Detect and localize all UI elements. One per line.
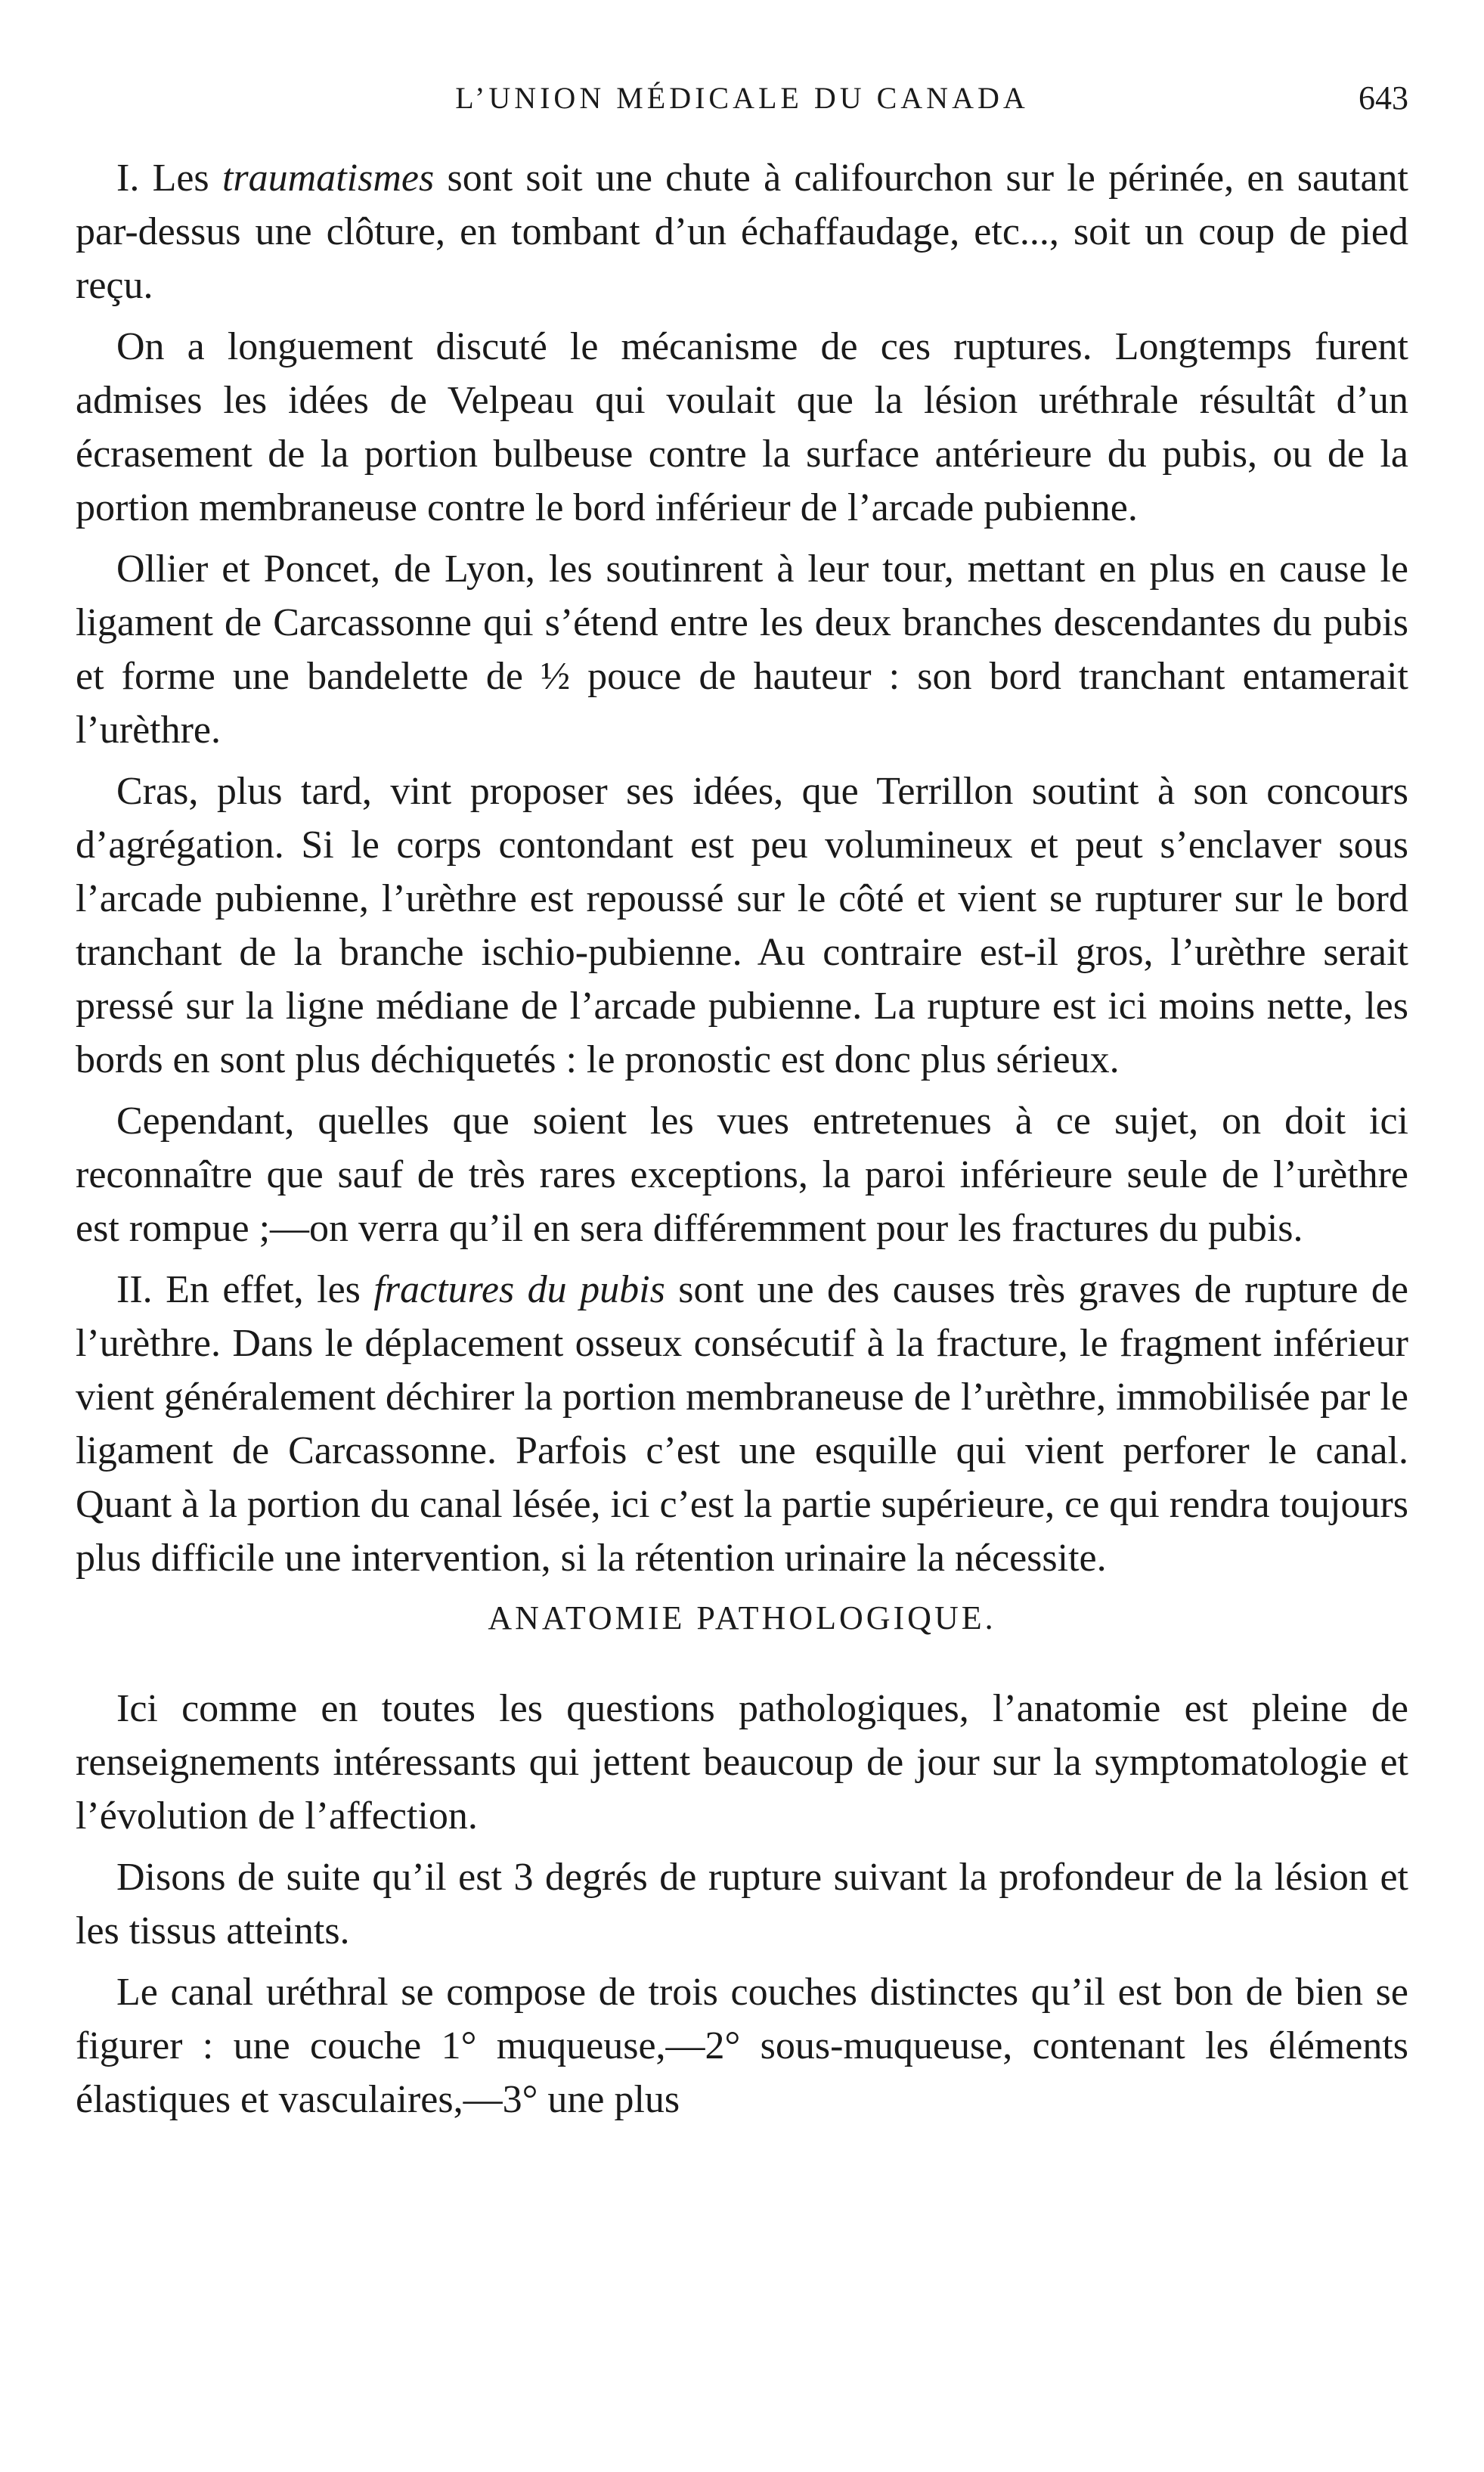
text-run: I. Les — [116, 157, 222, 200]
paragraph — [76, 151, 1408, 312]
article-body — [76, 151, 1408, 2126]
paragraph: Ici comme en toutes les questions pathologiques, l’anatomie est pleine de renseignements intéressants qui jettent beaucoup de jour sur la symptomatologie et l’évolution de l’affection. — [76, 1687, 1408, 1838]
paragraph: Le canal uréthral se compose de trois couches distinctes qu’il est bon de bien se figurer : une couche 1° muqueuse,—2° sous-muqueuse, contenant les éléments élastiques et vasculaires,—3° une plus — [76, 1971, 1408, 2121]
section-heading: ANATOMIE PATHOLOGIQUE. — [488, 1599, 996, 1636]
journal-title: L’UNION MÉDICALE DU CANADA — [455, 81, 1029, 115]
text-run: sont une des causes très graves de rupture de l’urèthre. Dans le déplacement osseux consécutif à la fracture, le fragment inférieur vient généralement déchirer la portion membraneuse de l’urèthre, immobilisée par le ligament de Carcassonne. Parfois c’est une esquille qui vient perforer le canal. Quant à la portion du canal lésée, ici c’est la partie supérieure, ce qui rendra toujours plus difficile une intervention, si la rétention urinaire la nécessite. — [76, 1268, 1408, 1580]
text-run: sont soit une chute à califourchon sur le périnée, en sautant par-dessus une clôture, en tombant d’un échaffaudage, etc..., soit un coup de pied reçu. — [76, 157, 1408, 307]
text-run: II. En effet, les — [116, 1268, 374, 1311]
paragraph: On a longuement discuté le mécanisme de ces ruptures. Longtemps furent admises les idées de Velpeau qui voulait que la lésion uréthrale résultât d’un écrasement de la portion bulbeuse contre la surface antérieure du pubis, ou de la portion membraneuse contre le bord inférieur de l’arcade pubienne. — [76, 325, 1408, 529]
italic-term: fractures du pubis — [373, 1268, 665, 1311]
paragraph: Disons de suite qu’il est 3 degrés de rupture suivant la profondeur de la lésion et les tissus atteints. — [76, 1856, 1408, 1952]
italic-term: traumatismes — [222, 157, 435, 200]
paragraph — [76, 1263, 1408, 1585]
paragraph: Ollier et Poncet, de Lyon, les soutinrent à leur tour, mettant en plus en cause le ligament de Carcassonne qui s’étend entre les deux branches descendantes du pubis et forme une bandelette de ½ pouce de hauteur : son bord tranchant entamerait l’urèthre. — [76, 547, 1408, 752]
page-number: 643 — [1359, 79, 1408, 116]
running-header — [76, 76, 1408, 121]
paragraph: Cependant, quelles que soient les vues entretenues à ce sujet, on doit ici reconnaître que sauf de très rares exceptions, la paroi inférieure seule de l’urèthre est rompue ;—on verra qu’il en sera différemment pour les fractures du pubis. — [76, 1100, 1408, 1250]
paragraph: Cras, plus tard, vint proposer ses idées, que Terrillon soutint à son concours d’agrégation. Si le corps contondant est peu volumineux et peut s’enclaver sous l’arcade pubienne, l’urèthre est repoussé sur le côté et vient se rupturer sur le bord tranchant de la branche ischio-pubienne. Au contraire est-il gros, l’urèthre serait pressé sur la ligne médiane de l’arcade pubienne. La rupture est ici moins nette, les bords en sont plus déchiquetés : le pronostic est donc plus sérieux. — [76, 770, 1408, 1081]
